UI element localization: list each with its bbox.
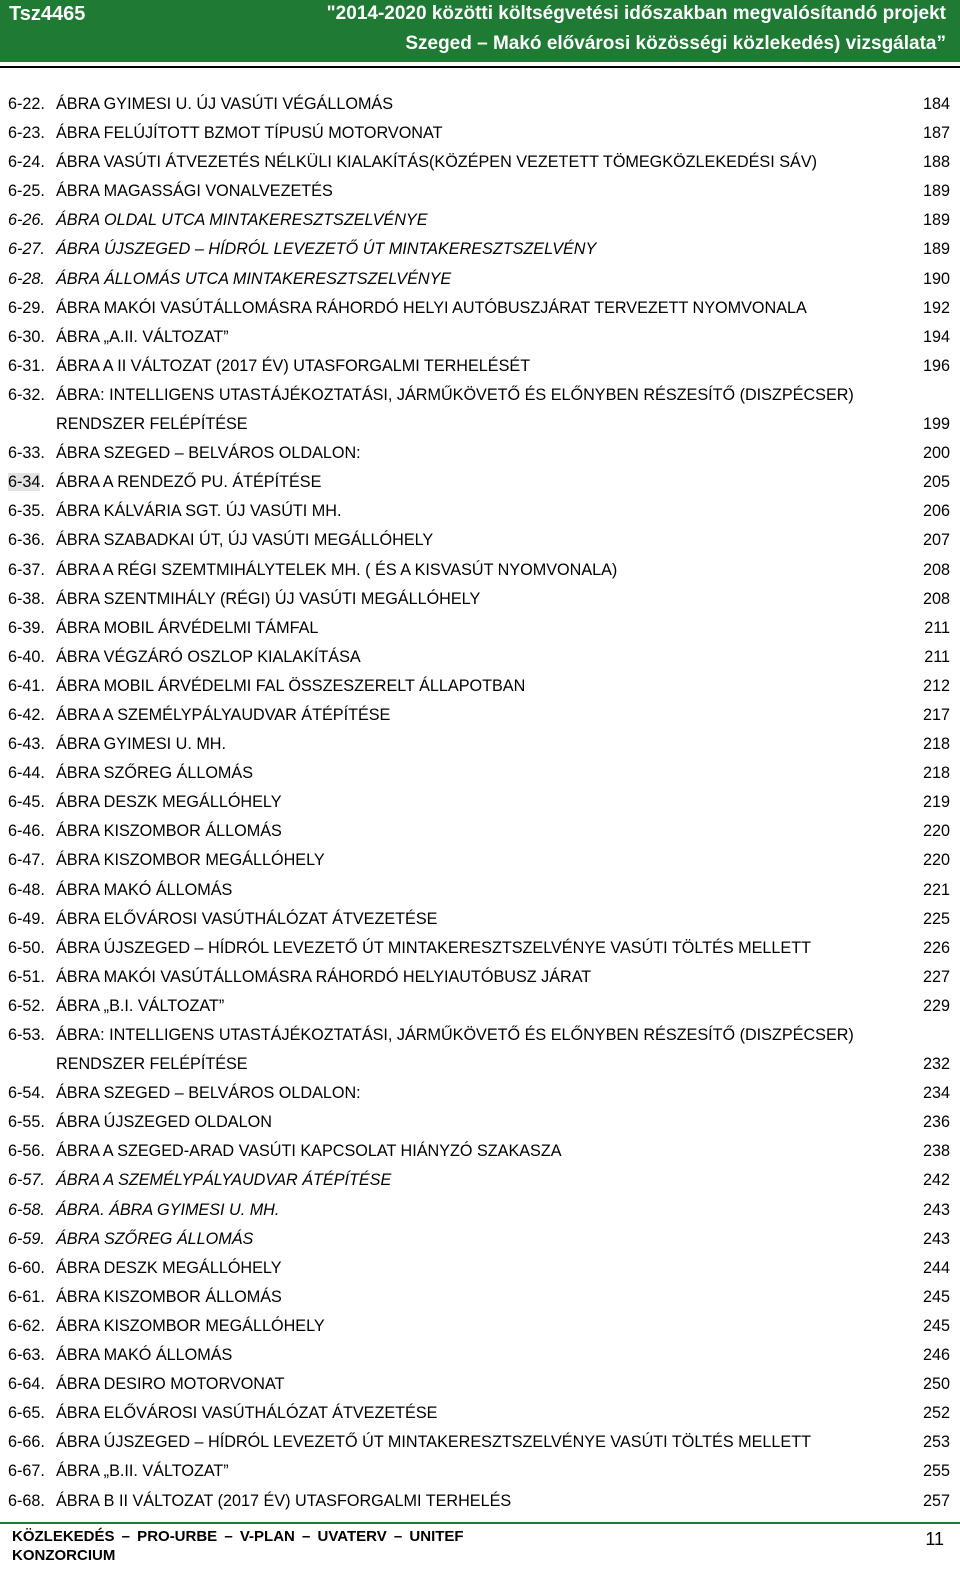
toc-entry-number: 6-27. bbox=[8, 240, 45, 259]
toc-entry[interactable] bbox=[0, 817, 960, 846]
toc-entry[interactable] bbox=[0, 294, 960, 323]
toc-entry[interactable] bbox=[0, 1137, 960, 1166]
toc-entry-title bbox=[56, 148, 817, 177]
toc-entry-page-number: 212 bbox=[922, 676, 950, 695]
toc-entry-title bbox=[56, 963, 591, 992]
toc-entry-title bbox=[56, 1079, 361, 1108]
toc-entry-page-number: 200 bbox=[922, 444, 950, 463]
toc-entry-number: 6-62. bbox=[8, 1316, 45, 1335]
toc-entry-title-line: ÁBRA ÁLLOMÁS UTCA MINTAKERESZTSZELVÉNYE bbox=[56, 269, 452, 288]
toc-entry-title-line: ÁBRA VÉGZÁRÓ OSZLOP KIALAKÍTÁSA bbox=[56, 647, 361, 666]
toc-entry-number: 6-57. bbox=[8, 1171, 45, 1190]
toc-entry-page-number: 194 bbox=[922, 327, 950, 346]
toc-entry-page-number: 236 bbox=[922, 1113, 950, 1132]
toc-entry-page-number: 208 bbox=[922, 589, 950, 608]
toc-entry-title-line: ÁBRA DESIRO MOTORVONAT bbox=[56, 1375, 285, 1394]
toc-entry-number: 6-43. bbox=[8, 735, 45, 754]
toc-entry-title bbox=[56, 235, 596, 264]
toc-entry-page-number: 250 bbox=[922, 1375, 950, 1394]
toc-entry-number: 6-45. bbox=[8, 793, 45, 812]
toc-entry-title-line: ÁBRA FELÚJÍTOTT BZMOT TÍPUSÚ MOTORVONAT bbox=[56, 124, 443, 143]
toc-entry-title-line: ÁBRA ÚJSZEGED – HÍDRÓL LEVEZETŐ ÚT MINTAKERESZTSZELVÉNYE VASÚTI TÖLTÉS MELLETT bbox=[56, 1433, 811, 1452]
toc-entry-title bbox=[56, 119, 442, 148]
toc-entry-number: 6-59. bbox=[8, 1229, 45, 1248]
toc-entry-title bbox=[56, 323, 229, 352]
toc-entry-title bbox=[56, 1428, 811, 1457]
toc-entry-page-number: 229 bbox=[922, 996, 950, 1015]
toc-entry-number: 6-29. bbox=[8, 298, 45, 317]
toc-entry-number: 6-37. bbox=[8, 560, 45, 579]
toc-entry-page-number: 238 bbox=[922, 1142, 950, 1161]
toc-entry-title bbox=[56, 90, 393, 119]
toc-entry[interactable] bbox=[0, 1312, 960, 1341]
toc-entry-page-number: 187 bbox=[922, 124, 950, 143]
toc-entry-title-line: ÁBRA ÚJSZEGED OLDALON bbox=[56, 1113, 272, 1132]
toc-entry-title-line: ÁBRA SZŐREG ÁLLOMÁS bbox=[56, 1229, 254, 1248]
toc-entry-title bbox=[56, 265, 451, 294]
toc-entry-page-number: 220 bbox=[922, 851, 950, 870]
toc-entry[interactable] bbox=[0, 90, 960, 119]
toc-entry-title-line: ÁBRA SZENTMIHÁLY (RÉGI) ÚJ VASÚTI MEGÁLLÓHELY bbox=[56, 589, 481, 608]
toc-entry-title bbox=[56, 1487, 511, 1516]
toc-entry-title bbox=[56, 206, 428, 235]
toc-entry-page-number: 220 bbox=[922, 822, 950, 841]
toc-entry-title bbox=[56, 876, 232, 905]
footer-consortium: KÖZLEKEDÉS – PRO-URBE – V-PLAN – UVATERV – UNITEF KONZORCIUM bbox=[12, 1528, 464, 1564]
toc-entry-title bbox=[56, 846, 325, 875]
toc-entry-title-line: ÁBRA KISZOMBOR MEGÁLLÓHELY bbox=[56, 1316, 325, 1335]
toc-entry-title bbox=[56, 905, 437, 934]
toc-entry-title-line: ÁBRA A SZEMÉLYPÁLYAUDVAR ÁTÉPÍTÉSE bbox=[56, 1171, 392, 1190]
toc-entry[interactable] bbox=[0, 585, 960, 614]
toc-entry[interactable] bbox=[0, 1225, 960, 1254]
toc-entry[interactable] bbox=[0, 119, 960, 148]
toc-entry[interactable] bbox=[0, 1108, 960, 1137]
toc-entry-title-line: ÁBRA DESZK MEGÁLLÓHELY bbox=[56, 1258, 282, 1277]
toc-entry-number-suffix: . bbox=[40, 473, 45, 492]
toc-entry-title bbox=[56, 817, 282, 846]
toc-entry-page-number: 196 bbox=[922, 356, 950, 375]
toc-entry[interactable] bbox=[0, 846, 960, 875]
page-header bbox=[0, 0, 960, 62]
toc-entry-page-number: 221 bbox=[922, 880, 950, 899]
toc-entry-title-line: ÁBRA A II VÁLTOZAT (2017 ÉV) UTASFORGALMI TERHELÉSÉT bbox=[56, 356, 531, 375]
toc-entry[interactable] bbox=[0, 1457, 960, 1486]
toc-entry-number: 6-58. bbox=[8, 1200, 45, 1219]
toc-entry-title bbox=[56, 294, 807, 323]
toc-entry-title-line: ÁBRA „B.II. VÁLTOZAT” bbox=[56, 1462, 229, 1481]
toc-entry-number: 6-31. bbox=[8, 356, 45, 375]
toc-entry-page-number: 199 bbox=[922, 415, 950, 434]
toc-entry-title-line: ÁBRA A SZEGED-ARAD VASÚTI KAPCSOLAT HIÁNYZÓ SZAKASZA bbox=[56, 1142, 562, 1161]
toc-entry[interactable] bbox=[0, 526, 960, 555]
toc-entry-number: 6-24. bbox=[8, 153, 45, 172]
toc-entry[interactable] bbox=[0, 439, 960, 468]
toc-entry[interactable] bbox=[0, 1341, 960, 1370]
toc-entry-page-number: 246 bbox=[922, 1346, 950, 1365]
toc-entry[interactable] bbox=[0, 1399, 960, 1428]
toc-entry-title-line: ÁBRA MAGASSÁGI VONALVEZETÉS bbox=[56, 182, 333, 201]
toc-entry-number: 6-61. bbox=[8, 1287, 45, 1306]
toc-entry-title-line: ÁBRA „A.II. VÁLTOZAT” bbox=[56, 327, 229, 346]
toc-entry-title bbox=[56, 468, 321, 497]
toc-entry-page-number: 184 bbox=[922, 95, 950, 113]
toc-entry-number: 6-54. bbox=[8, 1084, 45, 1103]
toc-entry-page-number: 245 bbox=[922, 1316, 950, 1335]
toc-entry[interactable] bbox=[0, 672, 960, 701]
toc-entry-number: 6-51. bbox=[8, 967, 45, 986]
toc-entry-title-line: ÁBRA „B.I. VÁLTOZAT” bbox=[56, 996, 225, 1015]
toc-entry-title-line: ÁBRA. ÁBRA GYIMESI U. MH. bbox=[56, 1200, 280, 1219]
toc-entry-number: 6-47. bbox=[8, 851, 45, 870]
toc-entry-number: 6-68. bbox=[8, 1491, 45, 1510]
toc-entry[interactable] bbox=[0, 730, 960, 759]
toc-entry[interactable] bbox=[0, 206, 960, 235]
toc-entry[interactable] bbox=[0, 643, 960, 672]
toc-entry[interactable] bbox=[0, 963, 960, 992]
toc-entry-title-line: ÁBRA SZEGED – BELVÁROS OLDALON: bbox=[56, 444, 361, 463]
toc-entry-title bbox=[56, 1370, 284, 1399]
toc-entry-title bbox=[56, 934, 811, 963]
toc-entry[interactable] bbox=[0, 177, 960, 206]
toc-entry-page-number: 253 bbox=[922, 1433, 950, 1452]
toc-entry-number: 6-36. bbox=[8, 531, 45, 550]
toc-entry-title bbox=[56, 643, 361, 672]
toc-entry-page-number: 257 bbox=[922, 1491, 950, 1510]
toc-entry-page-number: 208 bbox=[922, 560, 950, 579]
toc-entry[interactable] bbox=[0, 556, 960, 585]
toc-entry-number: 6-41. bbox=[8, 676, 45, 695]
toc-entry-title bbox=[56, 1225, 253, 1254]
toc-entry-title bbox=[56, 439, 361, 468]
toc-entry-title-line: ÁBRA KÁLVÁRIA SGT. ÚJ VASÚTI MH. bbox=[56, 502, 342, 521]
toc-entry-number: 6-44. bbox=[8, 764, 45, 783]
toc-entry-title bbox=[56, 1399, 437, 1428]
toc-entry[interactable] bbox=[0, 1196, 960, 1225]
toc-entry-number: 6-35. bbox=[8, 502, 45, 521]
toc-entry[interactable] bbox=[0, 381, 960, 439]
toc-entry[interactable] bbox=[0, 1283, 960, 1312]
project-title-line-1: "2014-2020 közötti költségvetési időszakban megvalósítandó projekt bbox=[326, 3, 946, 24]
toc-entry-number: 6-32. bbox=[8, 385, 45, 404]
footer-page-number: 11 bbox=[925, 1529, 944, 1549]
toc-entry[interactable] bbox=[0, 934, 960, 963]
toc-entry-number: 6-23. bbox=[8, 124, 45, 143]
toc-entry-title-line: ÁBRA GYIMESI U. ÚJ VASÚTI VÉGÁLLOMÁS bbox=[56, 95, 394, 113]
toc-entry-number: 6-66. bbox=[8, 1433, 45, 1452]
toc-entry-number: 6-60. bbox=[8, 1258, 45, 1277]
toc-entry-title bbox=[56, 1108, 272, 1137]
toc-entry-number bbox=[8, 468, 45, 497]
toc-entry-title bbox=[56, 1283, 282, 1312]
toc-entry-title bbox=[56, 701, 390, 730]
toc-entry-number: 6-64. bbox=[8, 1375, 45, 1394]
toc-entry-page-number: 226 bbox=[922, 938, 950, 957]
toc-entry[interactable] bbox=[0, 1428, 960, 1457]
toc-entry-number: 6-22. bbox=[8, 95, 45, 113]
toc-entry-page-number: 232 bbox=[922, 1055, 950, 1074]
toc-entry[interactable] bbox=[0, 1079, 960, 1108]
toc-entry-page-number: 190 bbox=[922, 269, 950, 288]
project-title-line-2: Szeged – Makó elővárosi közösségi közlekedés) vizsgálata” bbox=[405, 33, 946, 54]
toc-entry-title-line: ÁBRA B II VÁLTOZAT (2017 ÉV) UTASFORGALMI TERHELÉS bbox=[56, 1491, 512, 1510]
toc-entry[interactable] bbox=[0, 323, 960, 352]
toc-entry[interactable] bbox=[0, 468, 960, 497]
header-divider bbox=[0, 66, 960, 68]
toc-entry-page-number: 245 bbox=[922, 1287, 950, 1306]
toc-entry-title-continuation: RENDSZER FELÉPÍTÉSE bbox=[56, 1055, 248, 1074]
toc-entry-title bbox=[56, 730, 226, 759]
toc-entry-number: 6-50. bbox=[8, 938, 45, 957]
toc-entry-number-highlight: 6-34 bbox=[8, 473, 41, 492]
toc-entry-number: 6-42. bbox=[8, 705, 45, 724]
toc-entry-title-continuation: RENDSZER FELÉPÍTÉSE bbox=[56, 415, 248, 434]
toc-entry-title-line: ÁBRA SZŐREG ÁLLOMÁS bbox=[56, 764, 254, 783]
toc-entry-page-number: 255 bbox=[922, 1462, 950, 1481]
toc-entry[interactable] bbox=[0, 265, 960, 294]
toc-entry-title-line: ÁBRA OLDAL UTCA MINTAKERESZTSZELVÉNYE bbox=[56, 211, 428, 230]
toc-entry-title-line: ÁBRA SZEGED – BELVÁROS OLDALON: bbox=[56, 1084, 361, 1103]
toc-entry-title-line: ÁBRA A RÉGI SZEMTMIHÁLYTELEK MH. ( ÉS A KISVASÚT NYOMVONALA) bbox=[56, 560, 618, 579]
toc-entry-title bbox=[56, 1196, 279, 1225]
toc-entry-number: 6-48. bbox=[8, 880, 45, 899]
toc-entry-title-line: ÁBRA ELŐVÁROSI VASÚTHÁLÓZAT ÁTVEZETÉSE bbox=[56, 1404, 438, 1423]
toc-entry-title bbox=[56, 614, 318, 643]
toc-entry-page-number: 206 bbox=[922, 502, 950, 521]
toc-entry-page-number: 207 bbox=[922, 531, 950, 550]
toc-entry-title-line: ÁBRA MOBIL ÁRVÉDELMI FAL ÖSSZESZERELT ÁLLAPOTBAN bbox=[56, 676, 526, 695]
toc-entry[interactable] bbox=[0, 1166, 960, 1195]
toc-entry-title-line: ÁBRA MAKÓ ÁLLOMÁS bbox=[56, 1346, 233, 1365]
toc-entry-page-number: 189 bbox=[922, 182, 950, 201]
toc-entry-title bbox=[56, 1341, 232, 1370]
toc-entry-page-number: 218 bbox=[922, 764, 950, 783]
document-id: Tsz4465 bbox=[9, 3, 86, 25]
toc-entry[interactable] bbox=[0, 235, 960, 264]
toc-entry-page-number: 219 bbox=[922, 793, 950, 812]
toc-entry[interactable] bbox=[0, 614, 960, 643]
toc-entry-title bbox=[56, 556, 617, 585]
toc-entry-title bbox=[56, 788, 282, 817]
toc-entry-title bbox=[56, 381, 854, 439]
toc-entry-title-line: ÁBRA GYIMESI U. MH. bbox=[56, 735, 226, 754]
toc-entry-title-line: ÁBRA ÚJSZEGED – HÍDRÓL LEVEZETŐ ÚT MINTAKERESZTSZELVÉNY bbox=[56, 240, 597, 259]
toc-entry-number: 6-39. bbox=[8, 618, 45, 637]
toc-entry-title bbox=[56, 992, 224, 1021]
toc-entry-page-number: 243 bbox=[922, 1200, 950, 1219]
toc-entry-title bbox=[56, 585, 480, 614]
toc-entry-number: 6-56. bbox=[8, 1142, 45, 1161]
toc-entry-page-number: 211 bbox=[924, 618, 950, 637]
toc-entry[interactable] bbox=[0, 148, 960, 177]
toc-entry-page-number: 217 bbox=[922, 705, 950, 724]
toc-entry[interactable] bbox=[0, 1254, 960, 1283]
toc-entry-title-line: ÁBRA VASÚTI ÁTVEZETÉS NÉLKÜLI KIALAKÍTÁS(KÖZÉPEN VEZETETT TÖMEGKÖZLEKEDÉSI SÁV) bbox=[56, 153, 818, 172]
toc-entry-title bbox=[56, 1312, 325, 1341]
toc-entry-title-line: ÁBRA KISZOMBOR ÁLLOMÁS bbox=[56, 822, 282, 841]
toc-entry-title-line: ÁBRA A RENDEZŐ PU. ÁTÉPÍTÉSE bbox=[56, 473, 322, 492]
toc-entry[interactable] bbox=[0, 788, 960, 817]
toc-entry-page-number: 244 bbox=[922, 1258, 950, 1277]
toc-entry-title bbox=[56, 759, 253, 788]
toc-entry-number: 6-52. bbox=[8, 996, 45, 1015]
toc-entry[interactable] bbox=[0, 992, 960, 1021]
toc-entry-title bbox=[56, 1457, 229, 1486]
toc-entry-title bbox=[56, 1137, 562, 1166]
toc-entry[interactable] bbox=[0, 876, 960, 905]
toc-entry-page-number: 243 bbox=[922, 1229, 950, 1248]
toc-entry-number: 6-49. bbox=[8, 909, 45, 928]
toc-entry[interactable] bbox=[0, 352, 960, 381]
table-of-figures bbox=[0, 90, 960, 1516]
toc-entry-number: 6-53. bbox=[8, 1026, 45, 1044]
toc-entry-title-line: ÁBRA KISZOMBOR ÁLLOMÁS bbox=[56, 1287, 282, 1306]
toc-entry-title-line: ÁBRA SZABADKAI ÚT, ÚJ VASÚTI MEGÁLLÓHELY bbox=[56, 531, 434, 550]
toc-entry-number: 6-28. bbox=[8, 269, 45, 288]
toc-entry-page-number: 192 bbox=[922, 298, 950, 317]
toc-entry-title-line: ÁBRA ELŐVÁROSI VASÚTHÁLÓZAT ÁTVEZETÉSE bbox=[56, 909, 438, 928]
toc-entry[interactable] bbox=[0, 1021, 960, 1079]
toc-entry-title bbox=[56, 526, 433, 555]
toc-entry-title-line: ÁBRA MOBIL ÁRVÉDELMI TÁMFAL bbox=[56, 618, 319, 637]
toc-entry-title bbox=[56, 672, 525, 701]
toc-entry-number: 6-46. bbox=[8, 822, 45, 841]
toc-entry-title-line: ÁBRA: INTELLIGENS UTASTÁJÉKOZTATÁSI, JÁRMŰKÖVETŐ ÉS ELŐNYBEN RÉSZESÍTŐ (DISZPÉCSER) bbox=[56, 385, 854, 404]
toc-entry-title-line: ÁBRA MAKÓI VASÚTÁLLOMÁSRA RÁHORDÓ HELYI AUTÓBUSZJÁRAT TERVEZETT NYOMVONALA bbox=[56, 298, 807, 317]
toc-entry[interactable] bbox=[0, 497, 960, 526]
toc-entry-page-number: 189 bbox=[922, 240, 950, 259]
toc-entry-title bbox=[56, 1166, 391, 1195]
toc-entry-page-number: 188 bbox=[922, 153, 950, 172]
toc-entry-title-line: ÁBRA A SZEMÉLYPÁLYAUDVAR ÁTÉPÍTÉSE bbox=[56, 705, 391, 724]
toc-entry-number: 6-67. bbox=[8, 1462, 45, 1481]
toc-entry-number: 6-33. bbox=[8, 444, 45, 463]
footer-divider bbox=[0, 1522, 960, 1524]
toc-entry-page-number: 218 bbox=[922, 735, 950, 754]
toc-entry-title bbox=[56, 352, 530, 381]
toc-entry-page-number: 252 bbox=[922, 1404, 950, 1423]
toc-entry-page-number: 242 bbox=[922, 1171, 950, 1190]
toc-entry-page-number: 189 bbox=[922, 211, 950, 230]
toc-entry-title bbox=[56, 177, 333, 206]
toc-entry-title-line: ÁBRA MAKÓI VASÚTÁLLOMÁSRA RÁHORDÓ HELYIAUTÓBUSZ JÁRAT bbox=[56, 967, 592, 986]
toc-entry-number: 6-25. bbox=[8, 182, 45, 201]
toc-entry-page-number: 205 bbox=[922, 473, 950, 492]
toc-entry-number: 6-63. bbox=[8, 1346, 45, 1365]
toc-entry[interactable] bbox=[0, 701, 960, 730]
toc-entry-title bbox=[56, 1254, 282, 1283]
toc-entry-title-line: ÁBRA DESZK MEGÁLLÓHELY bbox=[56, 793, 282, 812]
toc-entry[interactable] bbox=[0, 759, 960, 788]
toc-entry[interactable] bbox=[0, 905, 960, 934]
toc-entry-number: 6-40. bbox=[8, 647, 45, 666]
toc-entry-number: 6-30. bbox=[8, 327, 45, 346]
toc-entry-page-number: 227 bbox=[922, 967, 950, 986]
toc-entry-title-line: ÁBRA MAKÓ ÁLLOMÁS bbox=[56, 880, 233, 899]
toc-entry-number: 6-65. bbox=[8, 1404, 45, 1423]
toc-entry-number: 6-26. bbox=[8, 211, 45, 230]
toc-entry-page-number: 211 bbox=[924, 647, 950, 666]
toc-entry-title bbox=[56, 1021, 854, 1079]
toc-entry-page-number: 225 bbox=[922, 909, 950, 928]
toc-entry-number: 6-55. bbox=[8, 1113, 45, 1132]
toc-entry-title-line: ÁBRA ÚJSZEGED – HÍDRÓL LEVEZETŐ ÚT MINTAKERESZTSZELVÉNYE VASÚTI TÖLTÉS MELLETT bbox=[56, 938, 811, 957]
toc-entry[interactable] bbox=[0, 1370, 960, 1399]
toc-entry-title bbox=[56, 497, 341, 526]
toc-entry-title-line: ÁBRA: INTELLIGENS UTASTÁJÉKOZTATÁSI, JÁRMŰKÖVETŐ ÉS ELŐNYBEN RÉSZESÍTŐ (DISZPÉCSER) bbox=[56, 1026, 854, 1044]
toc-entry-title-line: ÁBRA KISZOMBOR MEGÁLLÓHELY bbox=[56, 851, 325, 870]
toc-entry-page-number: 234 bbox=[922, 1084, 950, 1103]
toc-entry[interactable] bbox=[0, 1487, 960, 1516]
toc-entry-number: 6-38. bbox=[8, 589, 45, 608]
